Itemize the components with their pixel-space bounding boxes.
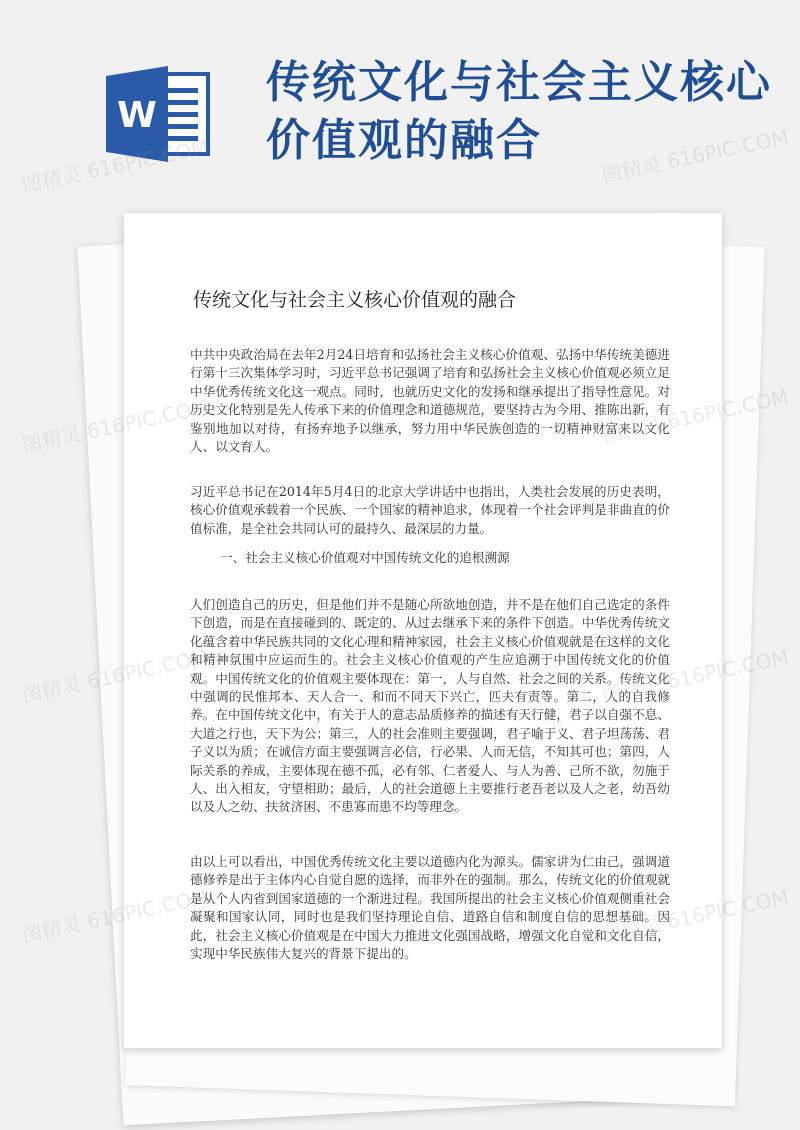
watermark: 图精灵 616PIC.COM	[599, 644, 791, 708]
document-title: 传统文化与社会主义核心价值观的融合	[193, 289, 517, 311]
watermark: 图精灵 616PIC.COM	[19, 884, 211, 948]
watermark: 图精灵 616PIC.COM	[599, 124, 791, 188]
watermark: 图精灵 616PIC.COM	[599, 384, 791, 448]
paragraph-2: 习近平总书记在2014年5月4日的北京大学讲话中也指出，人类社会发展的历史表明，核心价值观承载着一个民族、一个国家的精神追求，体现着一个社会评判是非曲直的价值标准，是全社会共同认可的最持久、最深层的力量。	[190, 484, 670, 536]
watermark: 图精灵 616PIC.COM	[19, 394, 211, 458]
header-title: 传统文化与社会主义核心价值观的融合	[266, 57, 772, 166]
paragraph-1: 中共中央政治局在去年2月24日培育和弘扬社会主义核心价值观、弘扬中华传统美德进行第十三次集体学习时，习近平总书记强调了培育和弘扬社会主义核心价值观必须立足中华优秀传统文化这一观点。同时，也就历史文化的发扬和继承提出了指导性意见。对历史文化特别是先人传承下来的价值理念和道德规范，要坚持古为今用、推陈出新，有鉴别地加以对待，有扬弃地予以继承，努力用中华民族创造的一切精神财富来以文化人、以文育人。	[190, 347, 670, 455]
logo-letter: W	[117, 95, 157, 136]
paragraph-3: 人们创造自己的历史，但是他们并不是随心所欲地创造，并不是在他们自己选定的条件下创造，而是在直接碰到的、既定的、从过去继承下来的条件下创造。中华优秀传统文化蕴含着中华民族共同的文化心理和精神家园，社会主义核心价值观就是在这样的文化和精神氛围中应运而生的。社会主义核心价值观的产生应追溯于中国传统文化的价值观。中国传统文化的价值观主要体现在：第一，人与自然、社会之间的关系。传统文化中强调的民惟邦本、天人合一、和而不同天下兴亡，匹夫有责等。第二，人的自我修养。在中国传统文化中，有关于人的意志品质修养的描述有天行健，君子以自强不息、大道之行也，天下为公；第三，人的社会准则主要强调，君子喻于义、君子坦荡荡、君子义以为质；在诚信方面主要强调言必信，行必果、人而无信，不知其可也；第四，人际关系的养成，主要体现在德不孤，必有邻、仁者爱人、与人为善、己所不欲，勿施于人、出入相友，守望相助；最后，人的社会道德上主要推行老吾老以及人之老，幼吾幼以及人之幼、扶贫济困、不患寡而患不均等理念。	[190, 597, 670, 815]
section-heading: 一、社会主义核心价值观对中国传统文化的追根溯源	[220, 550, 510, 565]
document-page	[124, 213, 722, 1048]
watermark: 图精灵 616PIC.COM	[599, 884, 791, 948]
watermark: 图精灵 616PIC.COM	[19, 644, 211, 708]
watermark: 图精灵 616PIC.COM	[19, 134, 211, 198]
paragraph-4: 由以上可以看出，中国优秀传统文化主要以道德内化为源头。儒家讲为仁由己，强调道德修养是出于主体内心自觉自愿的选择，而非外在的强制。那么，传统文化的价值观就是从个人内省到国家道德的一个渐进过程。我国所提出的社会主义核心价值观侧重社会凝聚和国家认同，同时也是我们坚持理论自信、道路自信和制度自信的思想基础。因此，社会主义核心价值观是在中国大力推进文化强国战略，增强文化自觉和文化自信，实现中华民族伟大复兴的背景下提出的。	[190, 854, 670, 962]
word-logo-icon	[106, 66, 212, 162]
